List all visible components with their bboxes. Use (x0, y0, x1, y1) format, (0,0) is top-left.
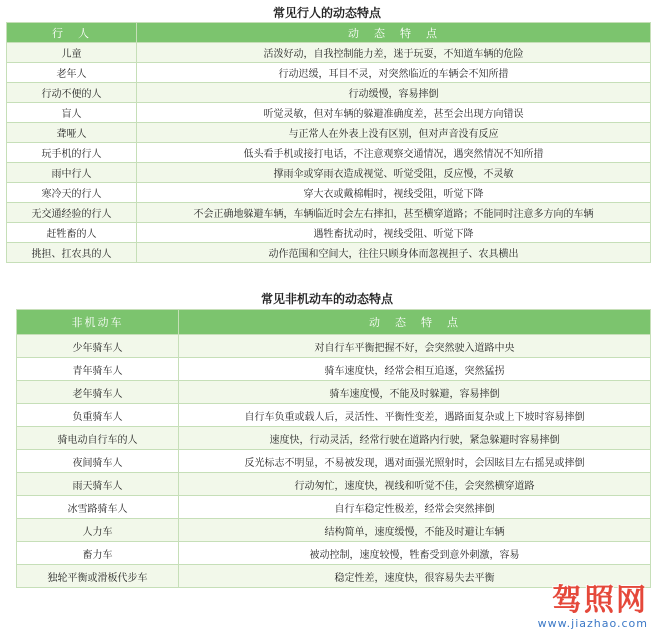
table-row (7, 243, 651, 263)
table-row (17, 381, 651, 404)
table-row (17, 358, 651, 381)
row-label-cell: 骑电动自行车的人 (17, 427, 179, 450)
row-label-cell: 雨中行人 (7, 163, 137, 183)
row-label-cell: 盲人 (7, 103, 137, 123)
row-label-cell: 老年人 (7, 63, 137, 83)
row-label-cell: 行动不便的人 (7, 83, 137, 103)
row-description-cell: 活泼好动，自我控制能力差，迷于玩耍，不知道车辆的危险 (137, 43, 651, 63)
row-description-cell: 骑车速度慢，不能及时躲避，容易摔倒 (179, 381, 651, 404)
pedestrian-table-title: 常见行人的动态特点 (272, 6, 381, 20)
row-label-cell: 寒冷天的行人 (7, 183, 137, 203)
row-description-cell: 速度快，行动灵活，经常行驶在道路内行驶，紧急躲避时容易摔倒 (179, 427, 651, 450)
table-row (17, 427, 651, 450)
table-row (7, 203, 651, 223)
row-label-cell: 聋哑人 (7, 123, 137, 143)
table-row (7, 143, 651, 163)
pedestrian-table (6, 22, 651, 263)
table-row (17, 450, 651, 473)
row-description-cell: 结构简单，速度缓慢，不能及时避让车辆 (179, 519, 651, 542)
column-header: 非机动车 (17, 310, 179, 335)
row-label-cell: 独轮平衡或滑板代步车 (17, 565, 179, 588)
site-watermark (538, 585, 648, 630)
table-row (7, 183, 651, 203)
table-row (17, 473, 651, 496)
row-description-cell: 行动匆忙，速度快，视线和听觉不佳，会突然横穿道路 (179, 473, 651, 496)
row-label-cell: 赶牲畜的人 (7, 223, 137, 243)
row-description-cell: 与正常人在外表上没有区别，但对声音没有反应 (137, 123, 651, 143)
row-label-cell: 玩手机的行人 (7, 143, 137, 163)
table-row (17, 404, 651, 427)
row-description-cell: 不会正确地躲避车辆，车辆临近时会左右摔扣，甚至横穿道路；不能同时注意多方向的车辆 (137, 203, 651, 223)
row-label-cell: 畜力车 (17, 542, 179, 565)
row-label-cell: 挑担、扛农具的人 (7, 243, 137, 263)
row-label-cell: 夜间骑车人 (17, 450, 179, 473)
row-description-cell: 稳定性差，速度快，很容易失去平衡 (179, 565, 651, 588)
row-description-cell: 行动迟缓，耳目不灵，对突然临近的车辆会不知所措 (137, 63, 651, 83)
table-row (17, 335, 651, 358)
table-row (17, 542, 651, 565)
table-row (17, 519, 651, 542)
row-description-cell: 对自行车平衡把握不好，会突然驶入道路中央 (179, 335, 651, 358)
column-header: 行 人 (7, 23, 137, 43)
table-header-row (17, 310, 651, 335)
row-label-cell: 少年骑车人 (17, 335, 179, 358)
row-description-cell: 低头看手机或接打电话，不注意观察交通情况，遇突然情况不知所措 (137, 143, 651, 163)
row-label-cell: 无交通经验的行人 (7, 203, 137, 223)
column-header: 动 态 特 点 (137, 23, 651, 43)
table-header-row (7, 23, 651, 43)
row-label-cell: 儿童 (7, 43, 137, 63)
row-label-cell: 负重骑车人 (17, 404, 179, 427)
row-description-cell: 反光标志不明显，不易被发现，遇对面强光照射时，会因眩目左右摇晃或摔倒 (179, 450, 651, 473)
nonmotor-table (16, 309, 651, 588)
row-label-cell: 人力车 (17, 519, 179, 542)
row-description-cell: 穿大衣或戴棉帽时，视线受阻，听觉下降 (137, 183, 651, 203)
row-description-cell: 行动缓慢，容易摔倒 (137, 83, 651, 103)
column-header: 动 态 特 点 (179, 310, 651, 335)
row-description-cell: 被动控制，速度较慢，牲畜受到意外刺激，容易 (179, 542, 651, 565)
table-row (7, 83, 651, 103)
watermark-url: www.jiazhao.com (537, 617, 648, 630)
row-label-cell: 冰雪路骑车人 (17, 496, 179, 519)
table-row (17, 496, 651, 519)
row-description-cell: 自行车稳定性极差，经常会突然摔倒 (179, 496, 651, 519)
row-label-cell: 青年骑车人 (17, 358, 179, 381)
watermark-logo: 驾照网 (552, 583, 648, 618)
row-description-cell: 骑车速度快，经常会相互追逐，突然猛拐 (179, 358, 651, 381)
table-row (7, 103, 651, 123)
table-row (7, 123, 651, 143)
row-description-cell: 撑雨伞或穿雨衣造成视觉、听觉受阻，反应慢，不灵敏 (137, 163, 651, 183)
table-row (7, 223, 651, 243)
row-description-cell: 听觉灵敏，但对车辆的躲避准确度差，甚至会出现方向错误 (137, 103, 651, 123)
nonmotor-table-title: 常见非机动车的动态特点 (260, 292, 393, 306)
row-label-cell: 老年骑车人 (17, 381, 179, 404)
table-row (7, 63, 651, 83)
table-row (7, 163, 651, 183)
row-description-cell: 自行车负重或载人后，灵活性、平衡性变差，遇路面复杂或上下坡时容易摔倒 (179, 404, 651, 427)
row-description-cell: 遇牲畜扰动时，视线受阻、听觉下降 (137, 223, 651, 243)
row-description-cell: 动作范围和空间大，往往只顾身体而忽视担子、农具横出 (137, 243, 651, 263)
table-row (7, 43, 651, 63)
row-label-cell: 雨天骑车人 (17, 473, 179, 496)
